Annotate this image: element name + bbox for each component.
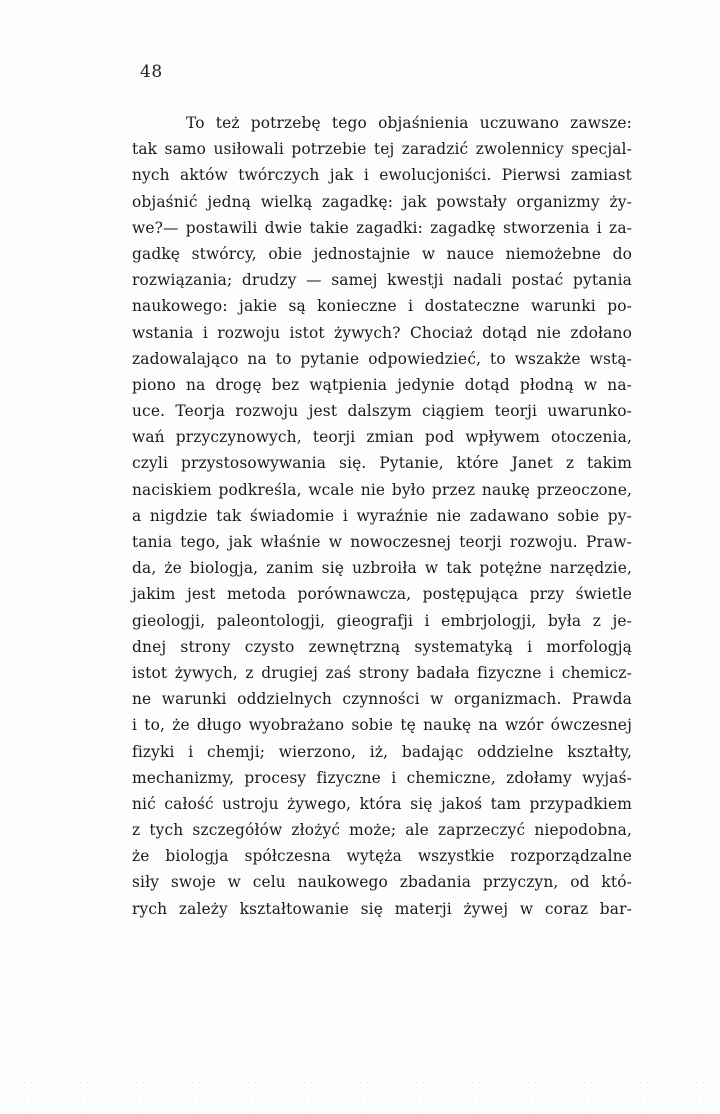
text-line: naukowego: jakie są konieczne i dostateczne warunki po- bbox=[132, 297, 632, 316]
scan-noise-strip bbox=[0, 1080, 720, 1114]
text-line: i to, że długo wyobrażano sobie tę naukę na wzór ówczesnej bbox=[132, 716, 632, 735]
text-line: To też potrzebę tego objaśnienia uczuwano zawsze: bbox=[186, 114, 632, 132]
text-line: z tych szczegółów złożyć może; ale zaprzeczyć niepodobna, bbox=[132, 821, 632, 840]
text-line: rych zależy kształtowanie się materji żywej w coraz bar- bbox=[132, 899, 632, 918]
text-line: we?— postawili dwie takie zagadki: zagadkę stworzenia i za- bbox=[132, 218, 632, 237]
text-line: tak samo usiłowali potrzebie tej zaradzić zwolennicy specjal- bbox=[132, 140, 632, 159]
text-line: dnej strony czysto zewnętrzną systematyką i morfologją bbox=[132, 637, 632, 656]
text-line: wań przyczynowych, teorji zmian pod wpływem otoczenia, bbox=[132, 428, 632, 447]
text-line: tania tego, jak właśnie w nowoczesnej teorji rozwoju. Praw- bbox=[132, 533, 632, 551]
text-line: piono na drogę bez wątpienia jedynie dotąd płodną w na- bbox=[132, 375, 632, 394]
text-line: mechanizmy, procesy fizyczne i chemiczne, zdołamy wyjaś- bbox=[132, 768, 632, 787]
text-line: zadowalająco na to pytanie odpowiedzieć, to wszakże wstą- bbox=[132, 349, 632, 368]
text-line: istot żywych, z drugiej zaś strony badała fizyczne i chemicz- bbox=[132, 663, 632, 682]
text-line: a nigdzie tak świadomie i wyraźnie nie zadawano sobie py- bbox=[132, 506, 632, 525]
text-line: czyli przystosowywania się. Pytanie, które Janet z takim bbox=[132, 454, 632, 473]
text-line: ne warunki oddzielnych czynności w organizmach. Prawda bbox=[132, 690, 632, 709]
text-line: fizyki i chemji; wierzono, iż, badając oddzielne kształty, bbox=[132, 742, 632, 761]
text-line: rozwiązania; drudzy — samej kwestji nadali postać pytania bbox=[132, 271, 632, 290]
text-line: że biologja spółczesna wytęża wszystkie rozporządzalne bbox=[132, 847, 632, 866]
text-line: jakim jest metoda porównawcza, postępująca przy świetle bbox=[132, 585, 632, 604]
text-line: gieologji, paleontologji, gieografji i embrjologji, była z je- bbox=[132, 611, 632, 630]
text-line: siły swoje w celu naukowego zbadania przyczyn, od któ- bbox=[132, 873, 632, 892]
text-line: nych aktów twórczych jak i ewolucjoniści. Pierwsi zamiast bbox=[132, 166, 632, 185]
text-line: wstania i rozwoju istot żywych? Chociaż dotąd nie zdołano bbox=[132, 323, 632, 342]
text-line: objaśnić jedną wielką zagadkę: jak powstały organizmy ży- bbox=[132, 192, 632, 211]
text-line: naciskiem podkreśla, wcale nie było przez naukę przeoczone, bbox=[132, 480, 632, 499]
text-line: uce. Teorja rozwoju jest dalszym ciągiem teorji uwarunko- bbox=[132, 402, 632, 421]
text-line: gadkę stwórcy, obie jednostajnie w nauce niemożebne do bbox=[132, 244, 632, 263]
body-text bbox=[132, 110, 632, 922]
text-line: da, że biologja, zanim się uzbroiła w tak potężne narzędzie, bbox=[132, 559, 632, 578]
text-line: nić całość ustroju żywego, która się jakoś tam przypadkiem bbox=[132, 794, 632, 813]
page-number: 48 bbox=[140, 62, 163, 82]
